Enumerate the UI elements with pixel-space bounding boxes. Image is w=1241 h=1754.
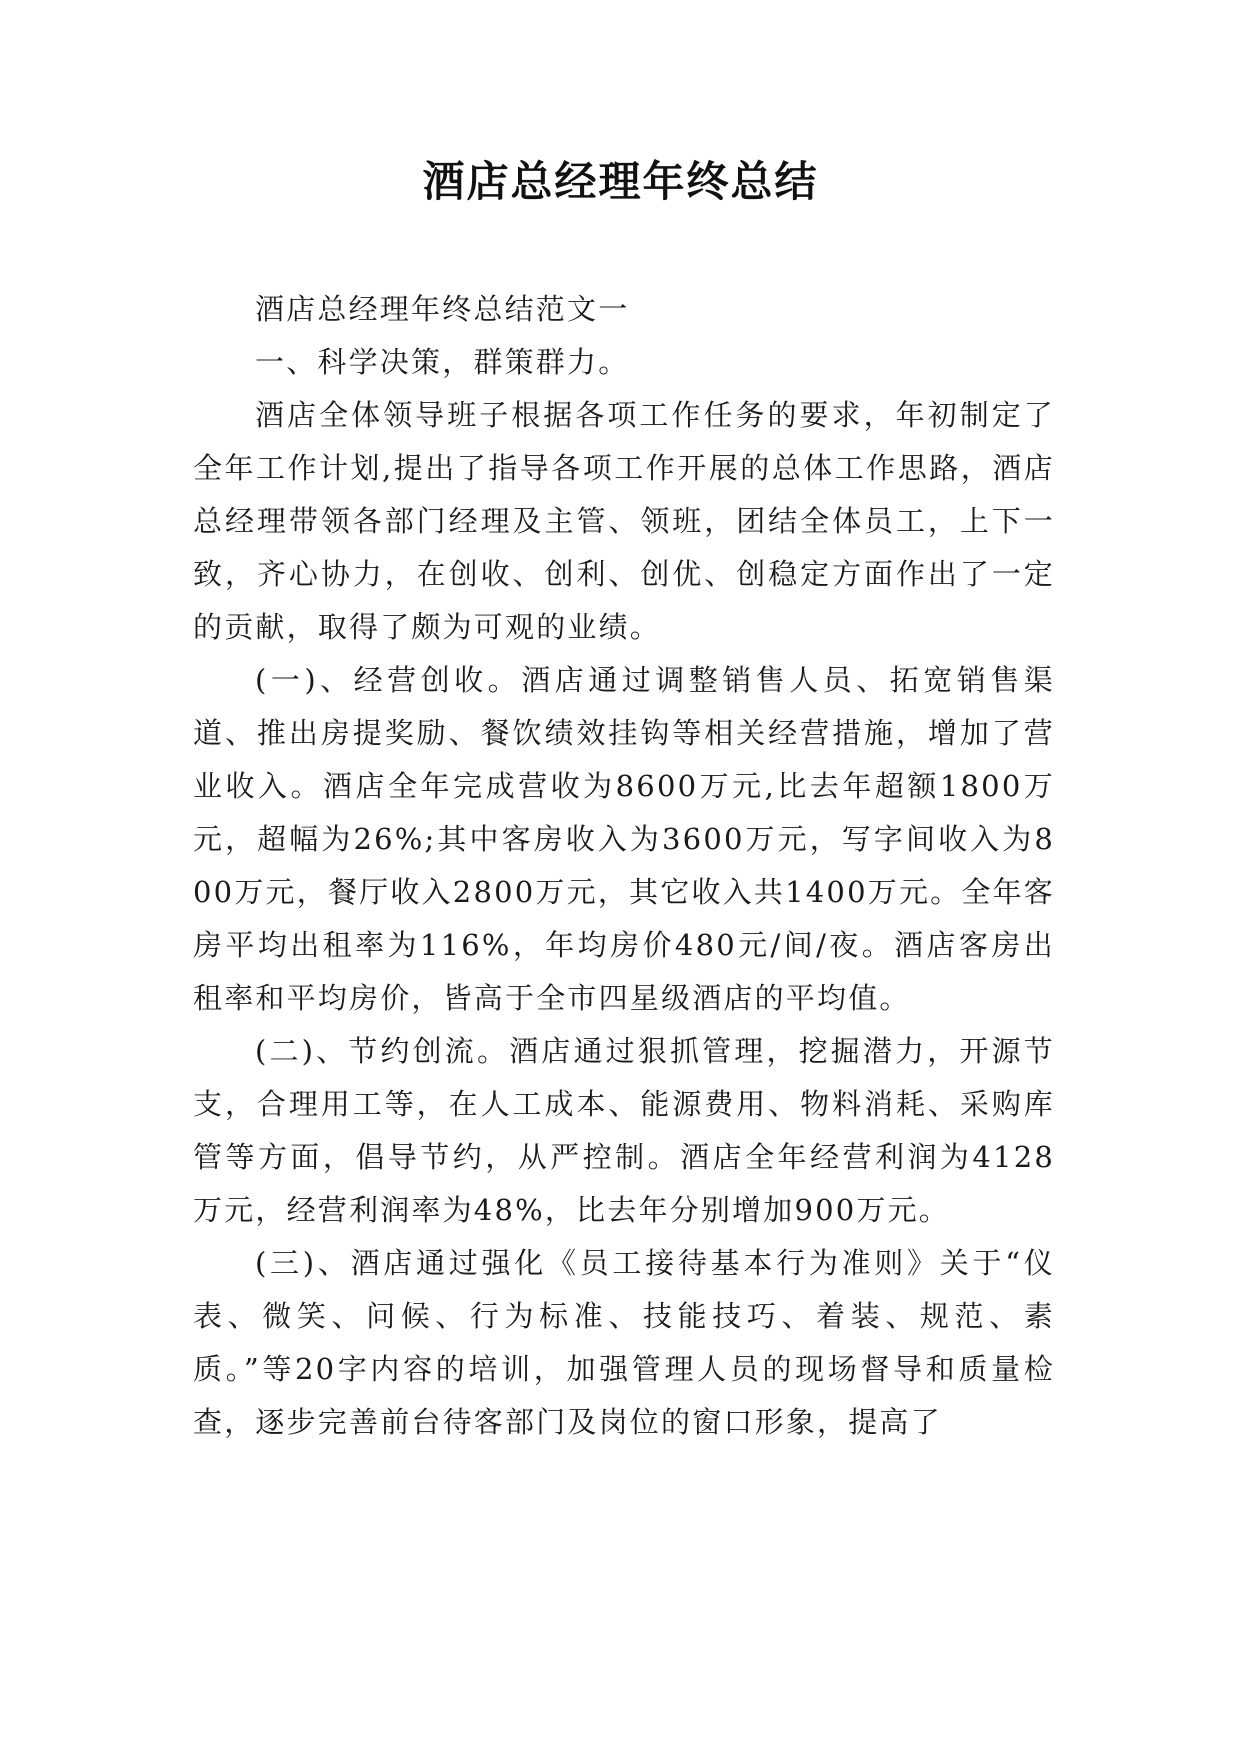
paragraph-section-heading: 一、科学决策，群策群力。: [255, 345, 630, 379]
paragraph-subtitle: 酒店总经理年终总结范文一: [255, 292, 630, 326]
document-title: 酒店总经理年终总结: [422, 157, 819, 206]
document-body: [193, 283, 1055, 1449]
paragraph-cost-saving: (二)、节约创流。酒店通过狠抓管理，挖掘潜力，开源节支，合理用工等，在人工成本、能源费用、物料消耗、采购库管等方面，倡导节约，从严控制。酒店全年经营利润为4128万元，经营利润率为48%，比去年分别增加900万元。: [193, 1034, 1055, 1227]
paragraph-revenue: (一)、经营创收。酒店通过调整销售人员、拓宽销售渠道、推出房提奖励、餐饮绩效挂钩等相关经营措施，增加了营业收入。酒店全年完成营收为8600万元,比去年超额1800万元，超幅为26%;其中客房收入为3600万元，写字间收入为800万元，餐厅收入2800万元，其它收入共1400万元。全年客房平均出租率为116%，年均房价480元/间/夜。酒店客房出租率和平均房价，皆高于全市四星级酒店的平均值。: [193, 663, 1055, 1015]
paragraph-intro: 酒店全体领导班子根据各项工作任务的要求，年初制定了全年工作计划,提出了指导各项工作开展的总体工作思路，酒店总经理带领各部门经理及主管、领班，团结全体员工，上下一致，齐心协力，在创收、创利、创优、创稳定方面作出了一定的贡献，取得了颇为可观的业绩。: [193, 398, 1055, 644]
paragraph-training: (三)、酒店通过强化《员工接待基本行为准则》关于“仪表、微笑、问候、行为标准、技能技巧、着装、规范、素质。”等20字内容的培训，加强管理人员的现场督导和质量检查，逐步完善前台待客部门及岗位的窗口形象，提高了: [193, 1246, 1055, 1439]
